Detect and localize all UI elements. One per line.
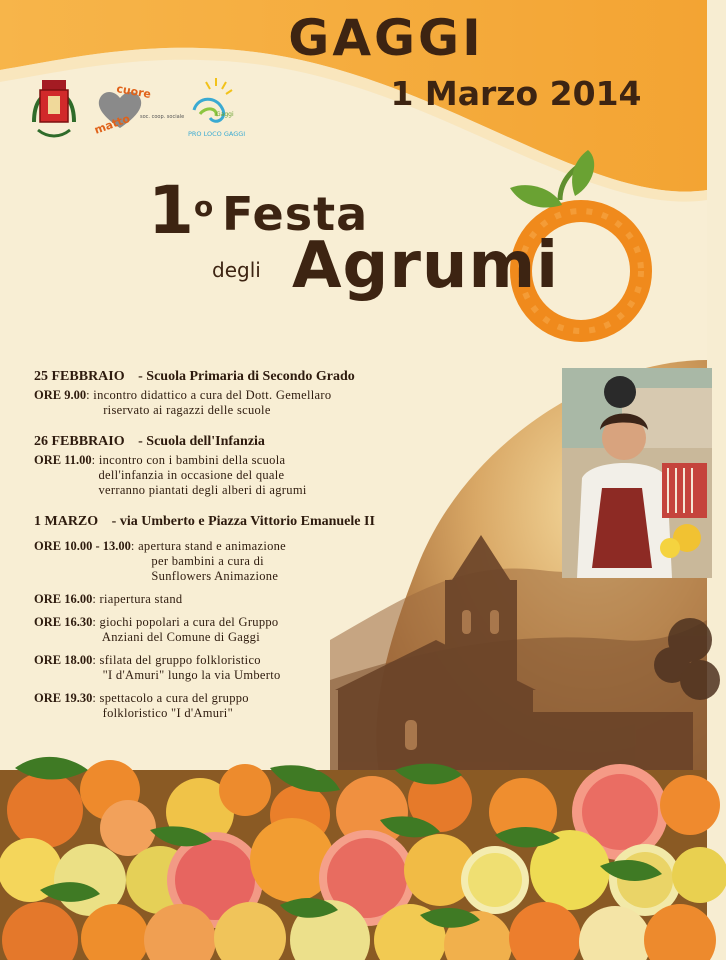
day-place: - Scuola dell'Infanzia — [138, 434, 265, 449]
event-text: : sfilata del gruppo folkloristico "I d'Amuri" lungo la via Umberto — [92, 653, 281, 682]
day-date: 1 MARZO — [34, 514, 99, 529]
title-agrumi: Agrumi — [292, 229, 560, 303]
event-time: ORE 16.00 — [34, 592, 93, 606]
day-date: 25 FEBBRAIO — [34, 369, 125, 384]
event-item — [30, 388, 450, 418]
day-heading — [34, 513, 450, 531]
poster-city: GAGGI — [288, 9, 484, 67]
event-text: : spettacolo a cura del gruppo folkloristico "I d'Amuri" — [92, 691, 249, 720]
event-time: ORE 18.00 — [34, 653, 93, 667]
day-place: - Scuola Primaria di Secondo Grado — [138, 369, 355, 384]
event-item — [30, 615, 450, 645]
program-day — [30, 368, 450, 418]
event-text: : incontro didattico a cura del Dott. Gemellaro riservato ai ragazzi delle scuole — [86, 388, 332, 417]
program-day — [30, 513, 450, 721]
cuore-label: cuore — [115, 82, 153, 101]
pro-loco-logo — [186, 74, 246, 140]
comune-crest-icon — [28, 74, 80, 142]
event-time: ORE 19.30 — [34, 691, 93, 705]
event-item — [30, 453, 450, 498]
event-time: ORE 10.00 - 13.00 — [34, 539, 131, 553]
event-item — [30, 691, 450, 721]
cuore-matto-logo — [92, 78, 185, 138]
matto-label: matto — [92, 111, 132, 137]
title-ordinal-number: 1 — [148, 172, 194, 249]
event-item — [30, 653, 450, 683]
event-text: : giochi popolari a cura del Gruppo Anziani del Comune di Gaggi — [92, 615, 279, 644]
event-time: ORE 16.30 — [34, 615, 93, 629]
title-ordinal-mark: o — [193, 190, 214, 223]
event-item — [30, 592, 450, 607]
pro-loco-label: PRO LOCO GAGGI — [188, 130, 246, 138]
event-text: : apertura stand e animazione per bambini a cura di Sunflowers Animazione — [130, 539, 287, 583]
event-time: ORE 11.00 — [34, 453, 92, 467]
day-place: - via Umberto e Piazza Vittorio Emanuele II — [111, 514, 375, 529]
title-ordinal — [148, 172, 214, 249]
event-time: ORE 9.00 — [34, 388, 87, 402]
folk-group-photo — [562, 368, 712, 578]
program-schedule — [30, 368, 450, 736]
pro-loco-mark: Gaggi — [216, 111, 234, 118]
event-text: : incontro con i bambini della scuola dell'infanzia in occasione del quale verranno piantati degli alberi di agrumi — [91, 453, 307, 497]
day-heading — [34, 368, 450, 386]
event-text: : riapertura stand — [92, 592, 183, 606]
program-day — [30, 433, 450, 498]
poster-date: 1 Marzo 2014 — [390, 74, 642, 113]
title-festa: Festa — [222, 187, 369, 241]
title-degli: degli — [212, 258, 261, 282]
day-heading — [34, 433, 450, 451]
coop-label: soc. coop. sociale — [140, 114, 185, 120]
event-item — [30, 539, 450, 584]
day-date: 26 FEBBRAIO — [34, 434, 125, 449]
